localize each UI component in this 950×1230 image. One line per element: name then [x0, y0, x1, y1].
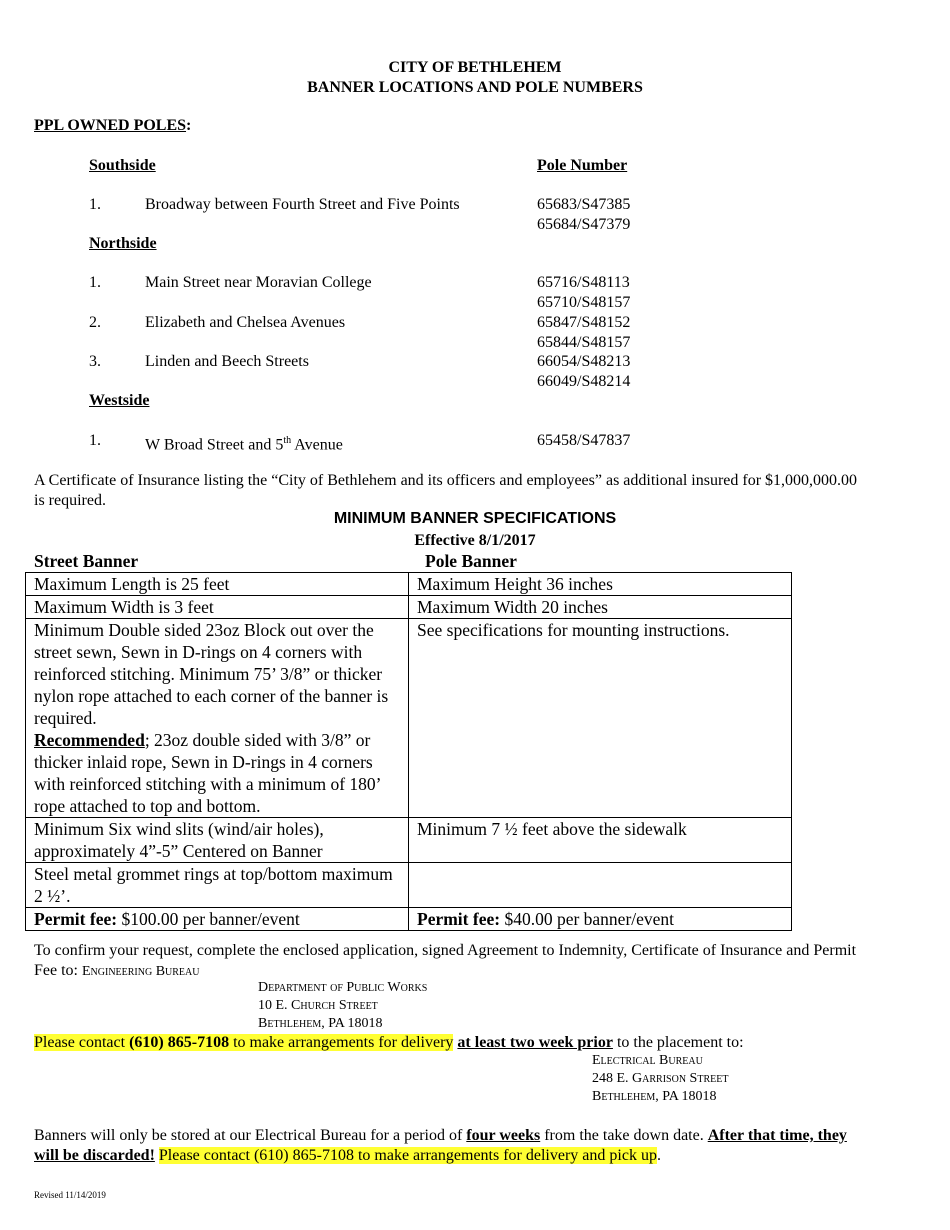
northside-item-poles: [537, 273, 630, 313]
northside-item-location: Main Street near Moravian College: [145, 274, 372, 291]
title-line-1: CITY OF BETHLEHEM: [388, 59, 562, 76]
delivery-highlight: [34, 1034, 453, 1051]
specs-effective-date: Effective 8/1/2017: [414, 532, 536, 549]
discard-warning: After that time, they: [707, 1127, 847, 1144]
ordinal-suffix: th: [283, 435, 292, 446]
recommended-text: ; 23oz double sided with 3/8” or thicker inlaid rope, Sewn in D-rings in 4 corners with reinforced stitching with a minimum of 180’ rope attached to top and bottom.: [34, 730, 381, 816]
pole-spec-cell: Minimum 7 ½ feet above the sidewalk: [409, 818, 792, 863]
pole-spec-cell: Maximum Height 36 inches: [409, 573, 792, 596]
placement-text: to the placement to:: [612, 1034, 744, 1051]
pole-number: 65844/S48157: [537, 334, 631, 351]
pole-number-heading: Pole Number: [537, 157, 628, 174]
storage-paragraph: [34, 1126, 914, 1166]
pole-number: 65716/S48113: [537, 274, 630, 291]
four-weeks: four weeks: [466, 1127, 541, 1144]
pickup-highlight: Please contact (610) 865-7108 to make arrangements for delivery and pick up: [158, 1147, 657, 1164]
address-line: Bethlehem, PA 18018: [592, 1089, 717, 1104]
fee-label: Permit fee:: [34, 909, 118, 929]
delivery-paragraph: [34, 1033, 744, 1053]
street-spec-cell: [26, 619, 409, 818]
electrical-bureau-address: [592, 1052, 728, 1106]
location-text: Avenue: [291, 436, 343, 454]
table-row: [26, 863, 792, 908]
street-spec-cell: Maximum Length is 25 feet: [26, 573, 409, 596]
contact-text: to make arrangements for delivery: [229, 1034, 454, 1051]
address-line: Department of Public Works: [258, 980, 428, 995]
address-line: Electrical Bureau: [592, 1053, 703, 1068]
pole-number: 65710/S48157: [537, 294, 631, 311]
pole-fee-cell: [409, 908, 792, 931]
fee-label: Permit fee:: [417, 909, 501, 929]
insurance-line-1: A Certificate of Insurance listing the “City of Bethlehem and its officers and employees” as additional insured for $1,000,000.00: [34, 472, 858, 489]
storage-text: from the take down date.: [540, 1127, 708, 1144]
table-row: [26, 818, 792, 863]
pole-number: 66054/S48213: [537, 353, 631, 370]
northside-item-num: 3.: [89, 353, 101, 370]
southside-heading: Southside: [89, 157, 156, 174]
pole-banner-header: Pole Banner: [425, 551, 517, 571]
revised-date: Revised 11/14/2019: [34, 1190, 106, 1200]
westside-heading: Westside: [89, 392, 150, 409]
fee-amount: $100.00 per banner/event: [117, 909, 300, 929]
insurance-line-2: is required.: [34, 492, 106, 509]
storage-text: Banners will only be stored at our Electrical Bureau for a period of: [34, 1127, 467, 1144]
ppl-section-title: [34, 116, 191, 136]
discard-warning: will be discarded!: [34, 1147, 155, 1164]
westside-item-location: [145, 431, 343, 455]
northside-item-num: 1.: [89, 274, 101, 291]
specs-title: MINIMUM BANNER SPECIFICATIONS: [333, 510, 617, 527]
ppl-title-colon: :: [186, 117, 192, 134]
pole-spec-cell: See specifications for mounting instructions.: [409, 619, 792, 818]
two-week-emphasis: at least two week prior: [457, 1034, 613, 1051]
ppl-title-text: PPL OWNED POLES: [34, 117, 187, 134]
pole-number: 65847/S48152: [537, 314, 631, 331]
public-works-address: [258, 979, 427, 1033]
contact-text: Please contact: [34, 1034, 130, 1051]
northside-item-location: Linden and Beech Streets: [145, 353, 309, 370]
table-row: [26, 573, 792, 596]
engineering-bureau: Engineering Bureau: [82, 964, 200, 979]
pole-spec-cell: Maximum Width 20 inches: [409, 596, 792, 619]
specs-table: [25, 572, 792, 931]
northside-heading: Northside: [89, 235, 157, 252]
westside-item-poles: [537, 431, 630, 451]
pole-number: 66049/S48214: [537, 373, 631, 390]
storage-line-1: [34, 1126, 914, 1146]
street-spec-cell: Minimum Six wind slits (wind/air holes), approximately 4”-5” Centered on Banner: [26, 818, 409, 863]
table-row: [26, 619, 792, 818]
street-spec-main: Minimum Double sided 23oz Block out over the street sewn, Sewn in D-rings on 4 corners with reinforced stitching. Minimum 75’ 3/8” or thicker nylon rope attached to each corner of the banner is required.: [34, 620, 389, 728]
fee-to-text: Fee to:: [34, 962, 82, 979]
title-line-2: BANNER LOCATIONS AND POLE NUMBERS: [307, 79, 643, 96]
insurance-paragraph: [34, 471, 934, 511]
address-line: Bethlehem, PA 18018: [258, 1016, 383, 1031]
street-fee-cell: [26, 908, 409, 931]
table-row: [26, 908, 792, 931]
southside-item-poles: [537, 195, 630, 235]
westside-item-num: 1.: [89, 432, 101, 449]
confirm-paragraph: [34, 941, 934, 982]
southside-item-location: Broadway between Fourth Street and Five Points: [145, 196, 460, 213]
pole-number: 65683/S47385: [537, 196, 631, 213]
street-spec-cell: Steel metal grommet rings at top/bottom maximum 2 ½’.: [26, 863, 409, 908]
pole-spec-cell: [409, 863, 792, 908]
address-line: 10 E. Church Street: [258, 998, 378, 1013]
northside-item-poles: [537, 313, 630, 353]
document-title: [0, 58, 950, 98]
recommended-label: Recommended: [34, 730, 145, 750]
pole-number: 65458/S47837: [537, 432, 631, 449]
confirm-line-1: To confirm your request, complete the enclosed application, signed Agreement to Indemnity, Certificate of Insurance and Permit: [34, 942, 857, 959]
address-line: 248 E. Garrison Street: [592, 1071, 729, 1086]
southside-item-num: 1.: [89, 196, 101, 213]
northside-item-num: 2.: [89, 314, 101, 331]
storage-line-2: [34, 1146, 914, 1166]
street-spec-cell: Maximum Width is 3 feet: [26, 596, 409, 619]
phone-number: (610) 865-7108: [129, 1034, 230, 1051]
northside-item-poles: [537, 352, 630, 392]
northside-item-location: Elizabeth and Chelsea Avenues: [145, 314, 346, 331]
confirm-line-2: [34, 961, 934, 982]
pole-number: 65684/S47379: [537, 216, 631, 233]
street-banner-header: Street Banner: [34, 551, 139, 571]
fee-amount: $40.00 per banner/event: [500, 909, 675, 929]
location-text: W Broad Street and 5: [145, 436, 284, 454]
table-row: [26, 596, 792, 619]
storage-text: .: [656, 1147, 661, 1164]
